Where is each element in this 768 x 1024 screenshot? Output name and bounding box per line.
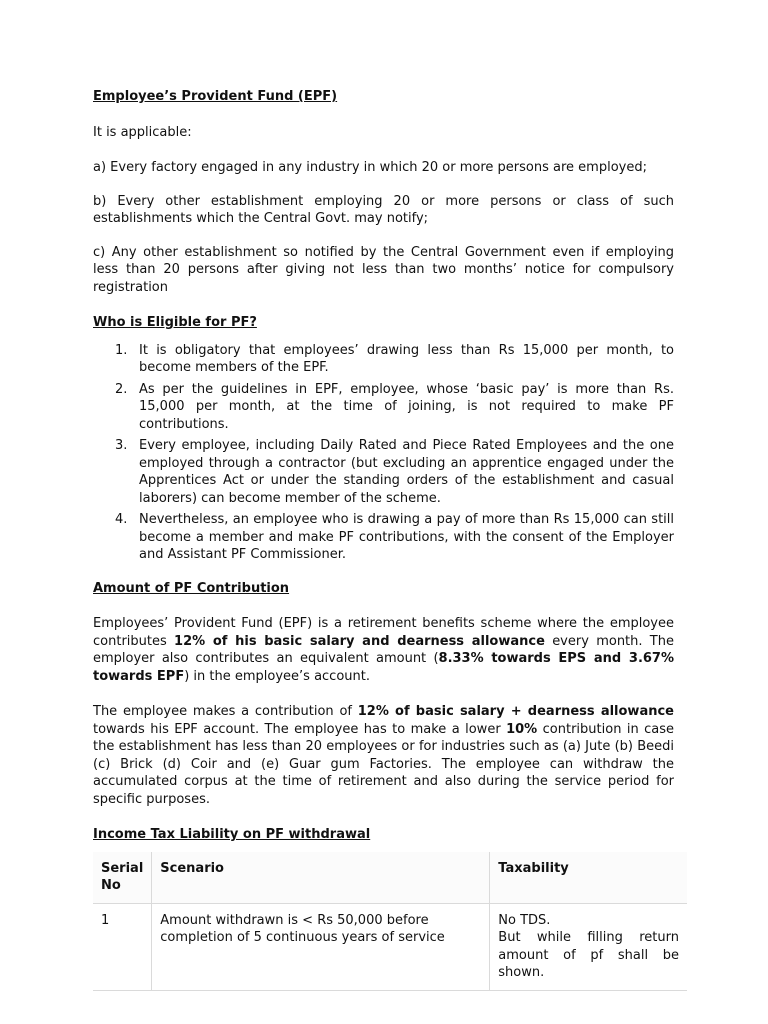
serial-cell: 1 [101,912,110,928]
tax-table [93,852,687,991]
tax-heading: Income Tax Liability on PF withdrawal [93,827,371,842]
table-header-row [93,852,687,904]
column-header-taxability: Taxability [490,852,687,904]
eligibility-list [93,342,674,564]
column-header-scenario: Scenario [152,852,490,904]
contribution-heading: Amount of PF Contribution [93,580,290,596]
applicable-item-a: a) Every factory engaged in any industry in which 20 or more persons are employed; [93,160,647,175]
applicable-item-b: b) Every other establishment employing 20 or more persons or class of such establishments which the Central Govt. may notify; [93,193,674,226]
scenario-cell: Amount withdrawn is < Rs 50,000 before completion of 5 continuous years of service [152,903,490,990]
contribution-paragraph-2: The employee makes a contribution of 12% of basic salary + dearness allowance towards his EPF account. The employee has to make a lower 10% contribution in case the establishment has less than 20 employees or for industries such as (a) Jute (b) Beedi (c) Brick (d) Coir and (e) Guar gum Factories. The employee can withdraw the accumulated corpus at the time of retirement and also during the service period for specific purposes. [93,704,675,807]
applicable-item-c: c) Any other establishment so notified by the Central Government even if employing less than 20 persons after giving not less than two months’ notice for compulsory registration [93,244,674,295]
eligibility-heading: Who is Eligible for PF? [93,315,257,330]
page-title: Employee’s Provident Fund (EPF) [93,89,338,104]
contribution-paragraph-1: Employees’ Provident Fund (EPF) is a retirement benefits scheme where the employee contributes 12% of his basic salary and dearness allowance every month. The employer also contributes an equivalent amount (8.33% towards EPS and 3.67% towards EPF) in the employee’s account. [93,616,674,684]
taxability-cell: No TDS. But while filling return amount of pf shall be shown. [490,903,687,990]
list-item: 1. It is obligatory that employees’ drawing less than Rs 15,000 per month, to become members of the EPF. [115,342,674,375]
applicable-label: It is applicable: [93,124,192,140]
list-item: 3. Every employee, including Daily Rated and Piece Rated Employees and the one employed through a contractor (but excluding an apprentice engaged under the Apprentices Act or under the standing orders of the establishment and casual laborers) can become member of the scheme. [115,438,674,506]
document-body [93,88,679,991]
list-item: 4. Nevertheless, an employee who is drawing a pay of more than Rs 15,000 can still become a member and make PF contributions, with the consent of the Employer and Assistant PF Commissioner. [115,512,674,562]
list-item: 2. As per the guidelines in EPF, employee, whose ‘basic pay’ is more than Rs. 15,000 per month, at the time of joining, is not required to make PF contributions. [115,381,674,432]
table-row [93,903,687,990]
column-header-serial: Serial No [93,852,152,904]
